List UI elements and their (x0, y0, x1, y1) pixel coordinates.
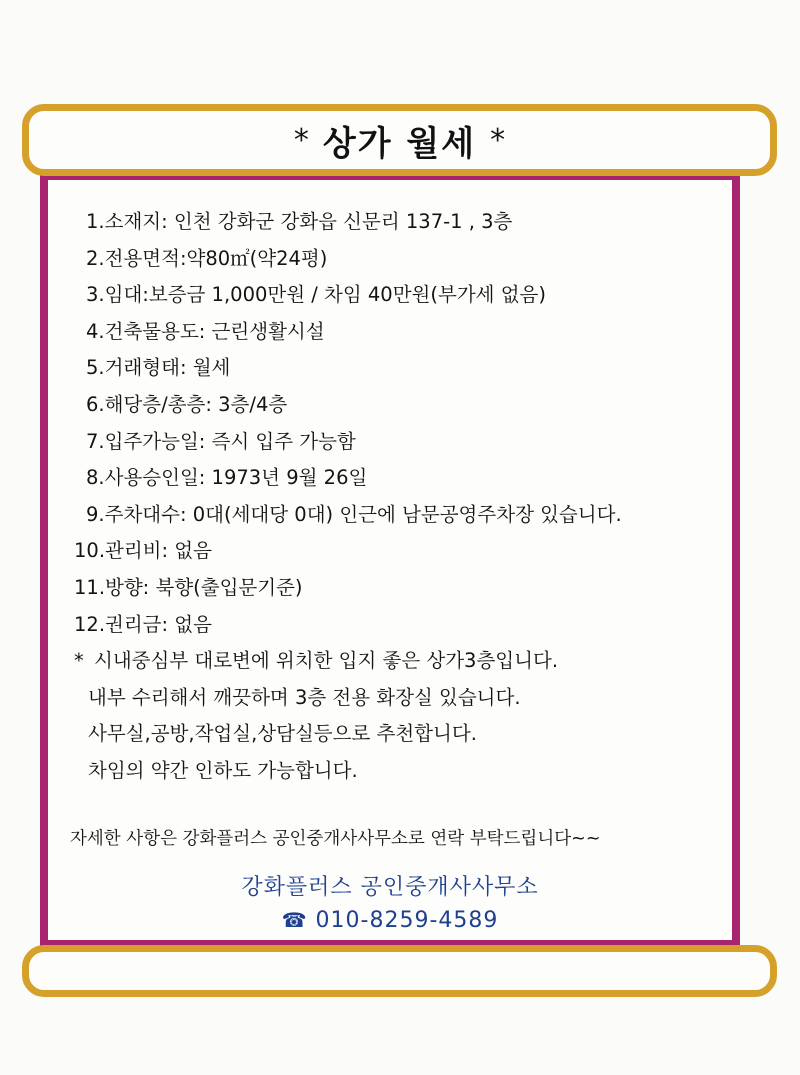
item-building-use: 4.건축물용도: 근린생활시설 (86, 319, 325, 343)
note-line-2: 내부 수리해서 깨끗하며 3층 전용 화장실 있습니다. (88, 685, 521, 709)
listing-panel (40, 172, 740, 948)
item-approval-date: 8.사용승인일: 1973년 9월 26일 (86, 466, 368, 490)
title-banner (22, 104, 777, 176)
item-area: 2.전용면적:약80㎡(약24평) (86, 246, 328, 270)
item-rent: 3.임대:보증금 1,000만원 / 차임 40만원(부가세 없음) (86, 283, 546, 307)
office-name: 강화플러스 공인중개사사무소 (241, 875, 539, 900)
note-line-4: 차임의 약간 인하도 가능합니다. (88, 758, 358, 782)
title-star-right: * (490, 122, 506, 158)
item-parking: 9.주차대수: 0대(세대당 0대) 인근에 남문공영주차장 있습니다. (86, 502, 622, 526)
note-line-1 (74, 643, 734, 680)
footer-banner (22, 945, 777, 997)
listing-items (74, 204, 734, 790)
telephone-icon: ☎ (281, 908, 308, 932)
phone-number: 010-8259-4589 (315, 908, 499, 933)
item-direction: 11.방향: 북향(출입문기준) (74, 575, 303, 599)
contact-message: 자세한 사항은 강화플러스 공인중개사사무소로 연락 부탁드립니다~~ (70, 829, 601, 849)
item-premium: 12.권리금: 없음 (74, 612, 212, 636)
note-line-3: 사무실,공방,작업실,상담실등으로 추천합니다. (88, 722, 477, 746)
phone-line (48, 908, 732, 933)
item-deal-type: 5.거래형태: 월세 (86, 356, 231, 380)
item-floor: 6.해당층/총층: 3층/4층 (86, 392, 288, 416)
item-location: 1.소재지: 인천 강화군 강화읍 신문리 137-1 , 3층 (86, 210, 513, 233)
note-text-1: 시내중심부 대로변에 위치한 입지 좋은 상가3층입니다. (94, 649, 559, 673)
page-title: 상가 월세 (322, 123, 477, 164)
title-star-left: * (293, 122, 309, 158)
item-move-in: 7.입주가능일: 즉시 입주 가능함 (86, 429, 356, 453)
item-management-fee: 10.관리비: 없음 (74, 539, 212, 563)
note-bullet: * (74, 649, 84, 673)
